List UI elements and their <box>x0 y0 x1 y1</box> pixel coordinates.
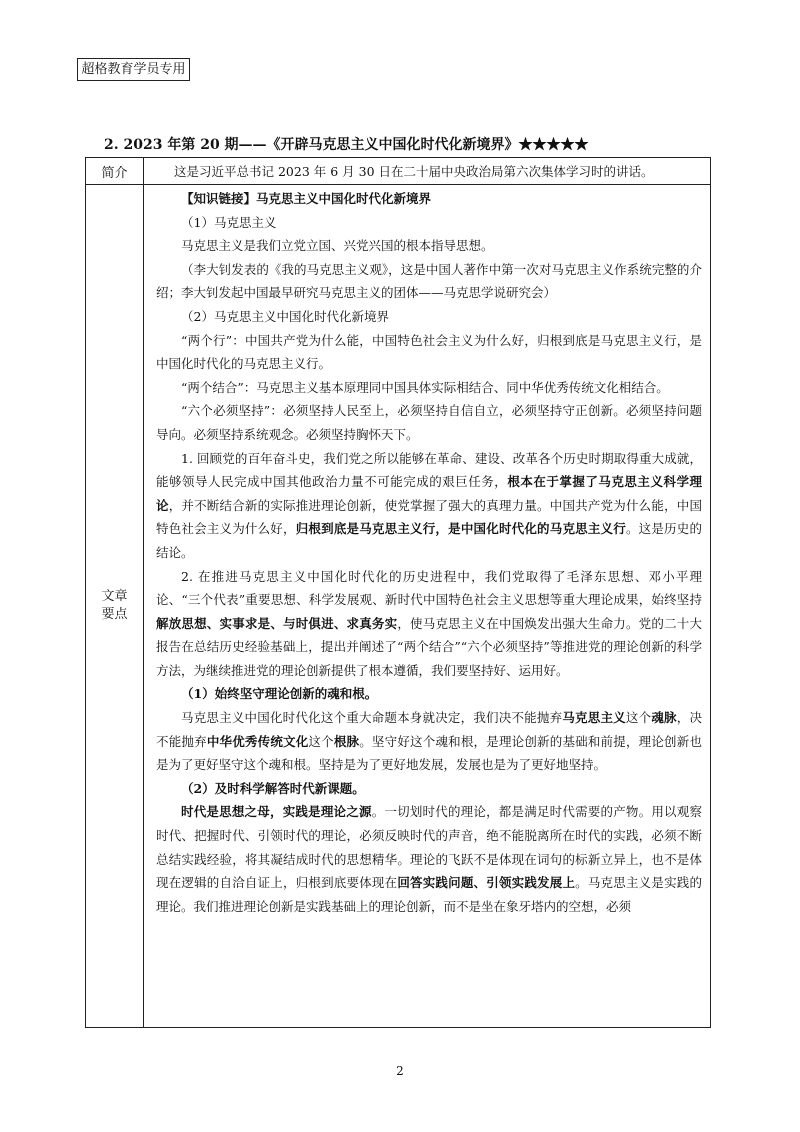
k1-text: 马克思主义是我们立党立国、兴党兴国的根本指导思想。 <box>181 238 494 254</box>
sub-point-2-paragraph: 时代是思想之母，实践是理论之源。一切划时代的理论，都是满足时代需要的产物。用以观察时代、把握时代、引领时代的理论，必须反映时代的声音，绝不能脱离所在时代的实践，必须不断总结实践经验，将其凝结成时代的思想精华。理论的飞跃不是体现在词句的标新立异上，也不是体现在逻辑的自洽自证上，归根到底要体现在回答实践问题、引领实践发展上。马克思主义是实践的理论。我们推进理论创新是实践基础上的理论创新，而不是坐在象牙塔内的空想，必须 <box>156 804 702 914</box>
points-label-line2: 要点 <box>101 607 128 622</box>
k1-note: （李大钊发表的《我的马克思主义观》，这是中国人著作中第一次对马克思主义作系统完整的介绍；李大钊发起中国最早研究马克思主义的团体——马克思学说研究会） <box>156 261 702 301</box>
k2-heading: （2）马克思主义中国化时代化新境界 <box>181 308 389 324</box>
sub-point-2-heading: （2）及时科学解答时代新课题。 <box>181 780 365 796</box>
intro-label-text: 简介 <box>101 165 128 181</box>
section-title: 2. 2023 年第 20 期——《开辟马克思主义中国化时代化新境界》★★★★★ <box>104 137 589 153</box>
points-label <box>86 185 144 1028</box>
intro-text: 这是习近平总书记 2023 年 6 月 30 日在二十届中央政治局第六次集体学习时的讲话。 <box>174 164 654 179</box>
points-label-line1: 文章 <box>101 589 128 604</box>
intro-row <box>86 158 711 185</box>
page-number: 2 <box>396 1064 404 1078</box>
point-2-paragraph: 2. 在推进马克思主义中国化时代化的历史进程中，我们党取得了毛泽东思想、邓小平理论、“三个代表”重要思想、科学发展观、新时代中国特色社会主义思想等重大理论成果，始终坚持解放思想、实事求是、与时俱进、求真务实，使马克思主义在中国焕发出强大生命力。党的二十大报告在总结历史经验基础上，提出并阐述了“两个结合”“六个必须坚持”等推进党的理论创新的科学方法，为继续推进党的理论创新提供了根本遵循，我们要坚持好、运用好。 <box>156 568 702 678</box>
points-row <box>86 185 711 1028</box>
point-1-paragraph: 1. 回顾党的百年奋斗史，我们党之所以能够在革命、建设、改革各个历史时期取得重大成就，能够领导人民完成中国其他政治力量不可能完成的艰巨任务，根本在于掌握了马克思主义科学理论，并不断结合新的实际推进理论创新，使党掌握了强大的真理力量。中国共产党为什么能，中国特色社会主义为什么好，归根到底是马克思主义行，是中国化时代化的马克思主义行。这是历史的结论。 <box>156 450 702 560</box>
k2-liangge-jiehe: “两个结合”：马克思主义基本原理同中国具体实际相结合、同中华优秀传统文化相结合。 <box>181 379 669 395</box>
point-2-emphasis: 解放思想、实事求是、与时俱进、求真务实 <box>156 615 398 631</box>
sub-point-1-paragraph: 马克思主义中国化时代化这个重大命题本身就决定，我们决不能抛弃马克思主义这个魂脉，决不能抛弃中华优秀传统文化这个根脉。坚守好这个魂和根，是理论创新的基础和前提，理论创新也是为了更好坚守这个魂和根。坚持是为了更好地发展，发展也是为了更好地坚持。 <box>156 710 702 773</box>
header-tag: 超格教育学员专用 <box>77 58 190 81</box>
knowledge-link-heading: 【知识链接】马克思主义中国化时代化新境界 <box>181 191 432 206</box>
intro-cell <box>144 158 711 185</box>
sub-point-1-heading: （1）始终坚守理论创新的魂和根。 <box>181 686 378 702</box>
points-cell <box>144 185 711 1028</box>
point-1-emphasis-1: 根本在于掌握了马克思主义科学理论 <box>156 474 702 513</box>
content-table <box>85 157 711 1028</box>
k2-liangge-xing: “两个行”：中国共产党为什么能，中国特色社会主义为什么好，归根到底是马克思主义行，是中国化时代化的马克思主义行。 <box>156 332 702 372</box>
points-body <box>144 185 710 918</box>
k2-liuge-bixu: “六个必须坚持”：必须坚持人民至上，必须坚持自信自立，必须坚持守正创新。必须坚持问题导向。必须坚持系统观念。必须坚持胸怀天下。 <box>156 403 702 442</box>
intro-label <box>86 158 144 185</box>
point-1-emphasis-2: 归根到底是马克思主义行，是中国化时代化的马克思主义行 <box>295 521 626 537</box>
k1-heading: （1）马克思主义 <box>181 214 277 230</box>
